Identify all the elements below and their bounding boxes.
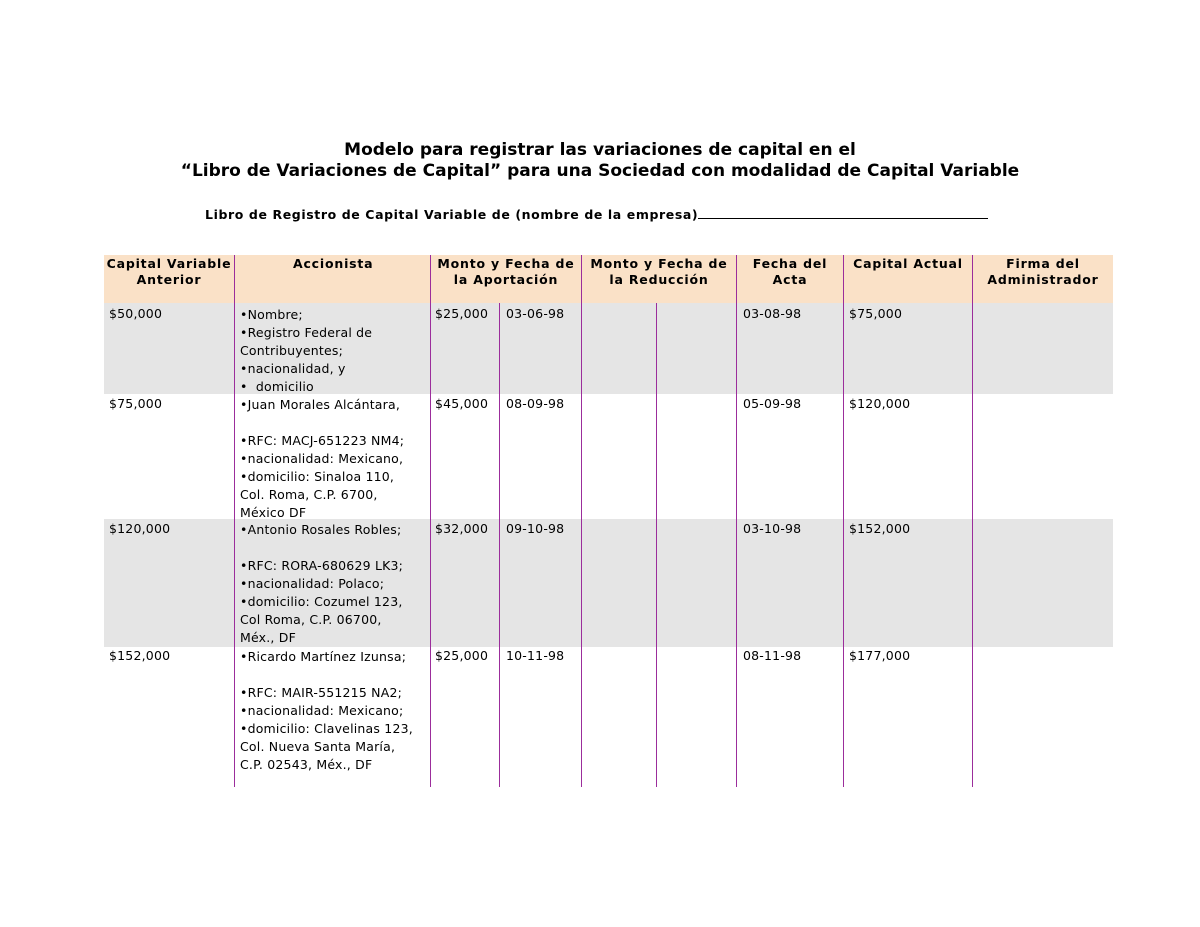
accionista-line: •Ricardo Martínez Izunsa;: [240, 649, 407, 664]
column-divider: [656, 303, 657, 787]
accionista-line: México DF: [240, 505, 307, 520]
header-aportacion: Monto y Fecha de la Aportación: [437, 256, 575, 287]
accionista-line: [240, 539, 403, 557]
accionista-line: •Juan Morales Alcántara,: [240, 397, 401, 412]
accionista-line: •nacionalidad: Mexicano,: [240, 451, 404, 466]
accionista-line: •Nombre;: [240, 307, 303, 322]
accionista-line: •domicilio: Cozumel 123,: [240, 594, 403, 609]
register-subtitle: [205, 206, 988, 222]
cell-fecha-acta: 05-09-98: [743, 396, 802, 411]
cell-capital-anterior: $75,000: [109, 396, 163, 411]
cell-capital-actual: $75,000: [849, 306, 903, 321]
company-name-blank-line: [698, 206, 988, 219]
accionista-line: Méx., DF: [240, 630, 296, 645]
accionista-line: [240, 666, 413, 684]
accionista-line: •domicilio: Sinaloa 110,: [240, 469, 395, 484]
cell-fecha-acta: 03-08-98: [743, 306, 802, 321]
cell-capital-anterior: $152,000: [109, 648, 171, 663]
header-reduccion: Monto y Fecha de la Reducción: [590, 256, 728, 287]
accionista-line: Col Roma, C.P. 06700,: [240, 612, 382, 627]
cell-aportacion-fecha: 09-10-98: [506, 521, 565, 536]
header-capital-anterior: Capital Variable Anterior: [106, 256, 232, 287]
cell-aportacion-fecha: 03-06-98: [506, 306, 565, 321]
column-divider: [972, 255, 973, 787]
header-accionista: Accionista: [293, 256, 374, 271]
header-capital-actual: Capital Actual: [853, 256, 963, 271]
column-divider: [430, 255, 431, 787]
accionista-line: •Registro Federal de: [240, 325, 373, 340]
column-divider: [736, 255, 737, 787]
cell-capital-actual: $152,000: [849, 521, 911, 536]
accionista-line: •nacionalidad: Mexicano;: [240, 703, 404, 718]
document-title-line-2: “Libro de Variaciones de Capital” para una Sociedad con modalidad de Capital Variable: [180, 161, 1020, 181]
capital-variations-table: [104, 255, 1113, 787]
cell-aportacion-monto: $32,000: [435, 521, 489, 536]
accionista-line: •Antonio Rosales Robles;: [240, 522, 402, 537]
accionista-line: •RFC: RORA-680629 LK3;: [240, 558, 404, 573]
cell-accionista: [240, 648, 413, 774]
cell-aportacion-monto: $25,000: [435, 648, 489, 663]
accionista-line: •domicilio: Clavelinas 123,: [240, 721, 413, 736]
column-divider: [843, 255, 844, 787]
cell-aportacion-fecha: 10-11-98: [506, 648, 565, 663]
accionista-line: [240, 414, 404, 432]
cell-fecha-acta: 03-10-98: [743, 521, 802, 536]
accionista-line: Contribuyentes;: [240, 343, 343, 358]
accionista-line: •RFC: MAIR-551215 NA2;: [240, 685, 403, 700]
accionista-line: Col. Nueva Santa María,: [240, 739, 396, 754]
accionista-line: Col. Roma, C.P. 6700,: [240, 487, 378, 502]
cell-capital-actual: $177,000: [849, 648, 911, 663]
cell-accionista: [240, 521, 403, 647]
column-divider: [581, 255, 582, 787]
header-fecha-acta: Fecha del Acta: [752, 256, 828, 287]
header-firma: Firma del Administrador: [987, 256, 1099, 287]
cell-fecha-acta: 08-11-98: [743, 648, 802, 663]
cell-accionista: [240, 396, 404, 522]
register-subtitle-text: Libro de Registro de Capital Variable de (nombre de la empresa): [205, 207, 699, 222]
accionista-line: •RFC: MACJ-651223 NM4;: [240, 433, 405, 448]
cell-aportacion-fecha: 08-09-98: [506, 396, 565, 411]
cell-capital-actual: $120,000: [849, 396, 911, 411]
document-title-line-1: Modelo para registrar las variaciones de capital en el: [344, 140, 856, 160]
cell-accionista: [240, 306, 372, 396]
cell-aportacion-monto: $45,000: [435, 396, 489, 411]
accionista-line: •nacionalidad: Polaco;: [240, 576, 385, 591]
accionista-line: • domicilio: [240, 379, 314, 394]
accionista-line: C.P. 02543, Méx., DF: [240, 757, 373, 772]
cell-aportacion-monto: $25,000: [435, 306, 489, 321]
cell-capital-anterior: $50,000: [109, 306, 163, 321]
cell-capital-anterior: $120,000: [109, 521, 171, 536]
column-divider: [499, 303, 500, 787]
column-divider: [234, 255, 235, 787]
accionista-line: •nacionalidad, y: [240, 361, 346, 376]
